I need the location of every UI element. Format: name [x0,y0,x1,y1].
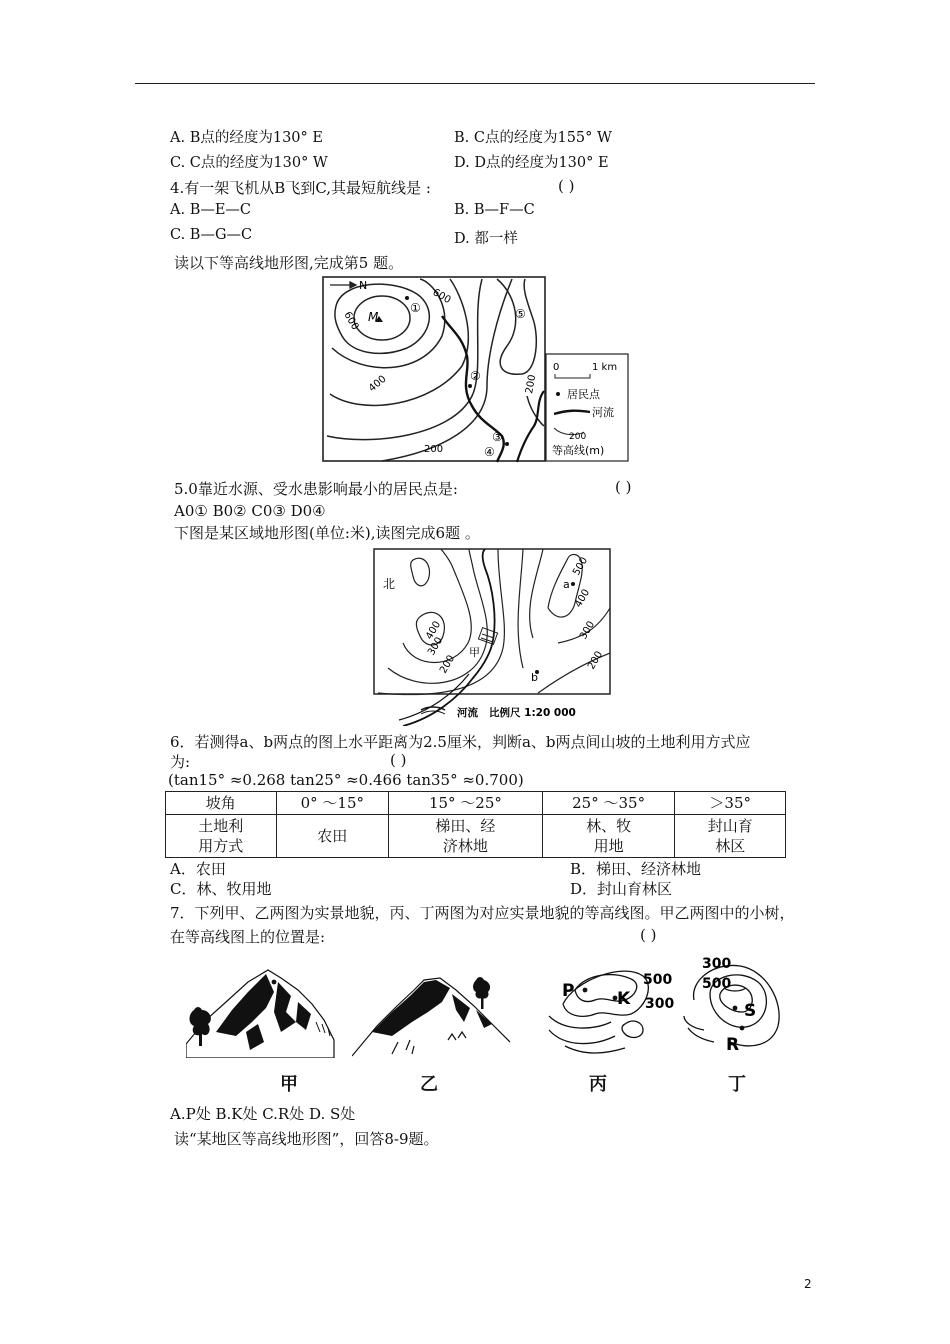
settlement-1-dot [405,296,409,300]
bing-label-k: K [617,989,631,1009]
legend-river: 河流 [592,406,614,419]
settlement-1-label: ① [410,301,421,315]
table-cell-closed-forest: 封山育 林区 [675,815,786,858]
table-header-slope: 坡角 [166,792,277,815]
q6-option-d: D．封山育林区 [570,880,673,898]
table-cell-forest-pasture: 林、牧 用地 [542,815,675,858]
table-header-range4: ＞35° [675,792,786,815]
map5-contour-400: 400 [366,373,389,395]
q6-option-b: B．梯田、经济林地 [570,860,702,878]
tree-position-dot [272,980,277,985]
q4-answer-paren: ( ) [558,177,575,195]
q6-answer-paren: ( ) [390,751,407,769]
table-row [166,815,786,858]
q4-option-a: A. B—E—C [170,202,252,218]
map5-contour-200a: 200 [424,444,444,455]
bing-label-p: P [562,981,575,1001]
legend-scale-zero: 0 [553,362,560,373]
q3-option-a: A. B点的经度为130° E [170,130,323,146]
map5-contour-600a: 600 [430,287,453,307]
contour-map-q5 [322,276,630,464]
map6-contour-400a: 400 [573,587,593,610]
map6-contour-500: 500 [571,555,591,578]
settlement-3-dot [505,442,509,446]
table-header-range2: 15° ～25° [389,792,543,815]
caption-yi: 乙 [420,1074,438,1095]
intro-q8-9: 读“某地区等高线地形图”，回答8-9题。 [174,1130,439,1148]
settlement-2-dot [468,384,472,388]
q7-stem-line2: 在等高线图上的位置是: [170,928,326,946]
q3-option-b: B. C点的经度为155° W [454,130,612,146]
point-p-dot [583,988,588,993]
map5-peak-label: M [368,310,379,324]
map5-north-label: N [359,279,368,292]
legend-scale-km: 1 km [592,362,618,373]
point-s-dot [733,1006,738,1011]
q3-option-c: C. C点的经度为130° W [170,155,328,171]
q5-stem: 5.0靠近水源、受水患影响最小的居民点是: [174,480,458,498]
caption-bing: 丙 [589,1074,607,1095]
q7-answer-paren: ( ) [640,926,657,944]
ding-contour-300: 300 [702,956,732,972]
map6-north-label: 北 [383,577,396,591]
table-header-range3: 25° ～35° [542,792,675,815]
map5-contour-600b: 600 [341,310,361,333]
landscape-jia [186,962,336,1058]
intro-q5: 读以下等高线地形图,完成第5 题。 [174,254,404,272]
map6-contour-400b: 400 [424,619,444,642]
map6-point-b-label: b [531,671,538,684]
q3-option-d: D. D点的经度为130° E [454,155,609,171]
table-cell-farmland: 农田 [276,815,389,858]
legend-settlement: 居民点 [567,388,600,401]
caption-jia: 甲 [280,1074,298,1095]
bing-contour-300: 300 [645,996,675,1012]
settlement-4-label: ④ [484,445,495,459]
q7-stem-line1: 7．下列甲、乙两图为实景地貌，丙、丁两图为对应实景地貌的等高线图。甲乙两图中的小树， [170,904,795,922]
map6-legend-scale: 比例尺 1:20 000 [489,707,576,719]
ding-contour-500: 500 [702,976,732,992]
contour-bing [545,960,685,1058]
map6-legend-river: 河流 [457,707,478,719]
q4-option-c: C. B—G—C [170,227,253,243]
intro-q6: 下图是某区域地形图(单位:米),读图完成6题 。 [174,524,480,542]
table-header-range1: 0° ～15° [276,792,389,815]
legend-contour-value: 200 [569,432,587,442]
q4-stem: 4.有一架飞机从B飞到C,其最短航线是 : [170,179,431,197]
contour-map-q6 [373,548,613,726]
map6-contour-200b: 200 [438,653,458,676]
map6-point-a-label: a [563,578,570,591]
map6-contour-300b: 300 [426,635,446,658]
slope-landuse-table [165,791,786,858]
map6-point-a-dot [571,582,575,586]
table-cell-landuse: 土地利 用方式 [166,815,277,858]
point-r-dot [740,1026,745,1031]
ding-label-s: S [744,1001,757,1021]
q4-option-d: D. 都一样 [454,231,518,247]
ding-label-r: R [726,1035,740,1055]
table-row [166,792,786,815]
q6-option-a: A．农田 [170,860,226,878]
q7-options: A.P处 B.K处 C.R处 D. S处 [170,1105,356,1123]
q6-option-c: C．林、牧用地 [170,880,272,898]
q6-tan-values: (tan15° ≈0.268 tan25° ≈0.466 tan35° ≈0.700) [168,771,524,789]
caption-ding: 丁 [728,1074,746,1095]
header-rule [135,83,815,84]
q6-stem-line2: 为: [170,753,191,771]
q4-option-b: B. B—F—C [454,202,535,218]
bing-contour-500: 500 [643,972,673,988]
map5-contour-200b: 200 [524,373,539,395]
settlement-2-label: ② [470,369,481,383]
page-number: 2 [804,1277,812,1291]
landscape-yi [352,966,512,1058]
map6-contour-200a: 200 [586,649,606,672]
tree-icon [473,977,490,1009]
map6-contour-300a: 300 [578,619,598,642]
settlement-3-label: ③ [492,430,503,444]
q5-answer-paren: ( ) [615,478,632,496]
legend-contour: 等高线(m) [552,444,605,457]
contour-ding [680,946,790,1060]
q6-stem-line1: 6．若测得a、b两点的图上水平距离为2.5厘米，判断a、b两点间山坡的土地利用方式应 [170,733,751,751]
table-cell-terrace: 梯田、经 济林地 [389,815,543,858]
q5-options: A0① B0② C0③ D0④ [174,502,326,520]
legend-settlement-icon [556,392,560,396]
settlement-5-label: ⑤ [515,307,526,321]
map6-jia-label: 甲 [469,646,480,659]
